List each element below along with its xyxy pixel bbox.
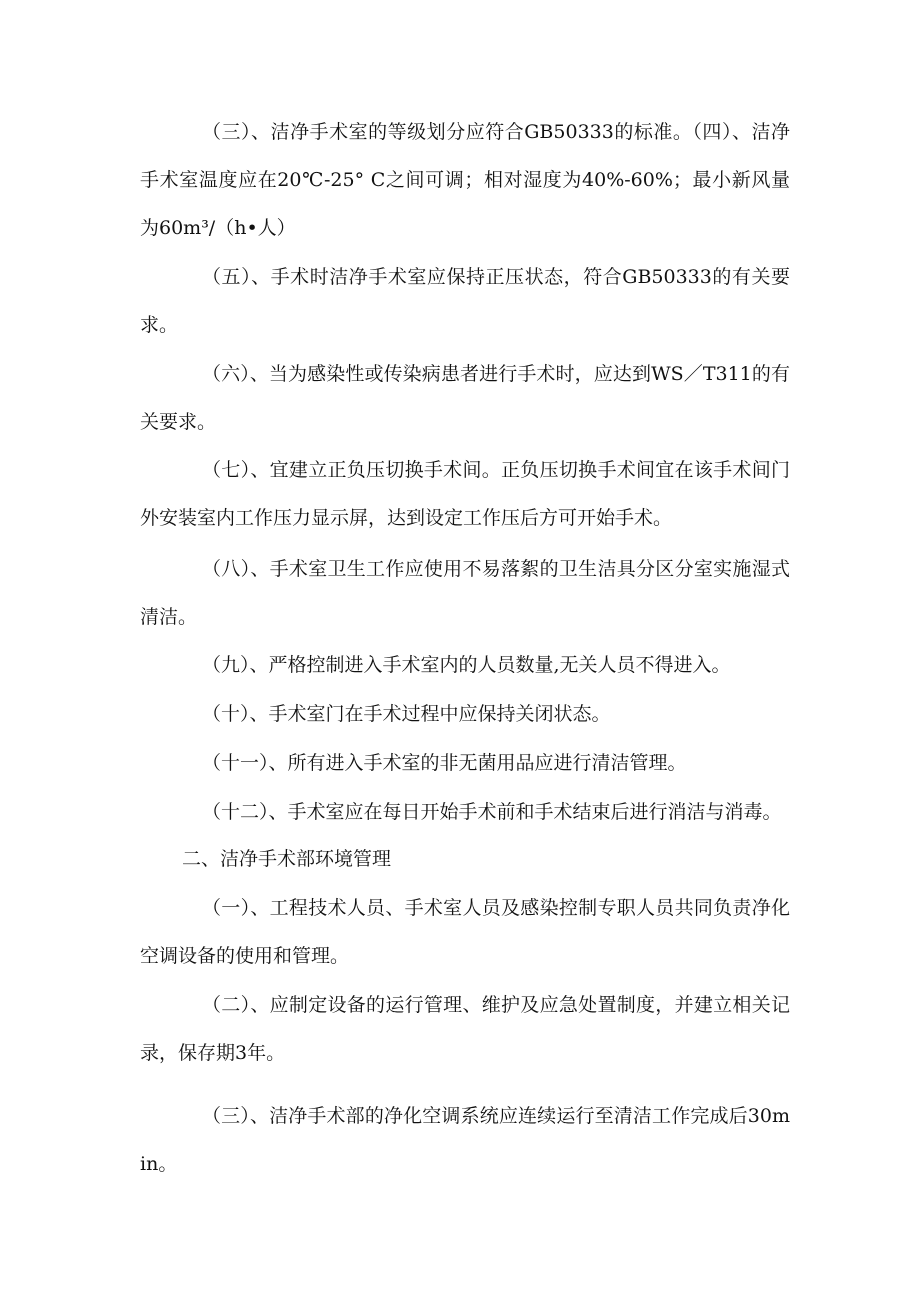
paragraph-hvac-continuous-run: （三）、洁净手术部的净化空调系统应连续运行至清洁工作完成后30min。	[140, 1105, 790, 1175]
paragraph-wet-cleaning: （八）、手术室卫生工作应使用不易落絮的卫生洁具分区分室实施湿式清洁。	[140, 558, 790, 628]
paragraph-personnel-control: （九）、严格控制进入手术室内的人员数量,无关人员不得进入。	[202, 654, 731, 676]
paragraph-hvac-responsibility: （一）、工程技术人员、手术室人员及感染控制专职人员共同负责净化空调设备的使用和管理。	[140, 897, 790, 967]
paragraph-grade-and-temperature: （三）、洁净手术室的等级划分应符合GB50333的标准。（四）、洁净手术室温度应在20℃-25° C之间可调；相对湿度为40%-60%；最小新风量为60m³/（h•人）	[140, 121, 790, 239]
section-heading-environment-management: 二、洁净手术部环境管理	[182, 848, 392, 870]
paragraph-positive-pressure: （五）、手术时洁净手术室应保持正压状态，符合GB50333的有关要求。	[140, 266, 790, 336]
paragraph-door-closed: （十）、手术室门在手术过程中应保持关闭状态。	[202, 703, 611, 725]
paragraph-infectious-patients: （六）、当为感染性或传染病患者进行手术时，应达到WS／T311的有关要求。	[140, 363, 790, 433]
paragraph-daily-disinfection: （十二）、手术室应在每日开始手术前和手术结束后进行消洁与消毒。	[202, 801, 782, 823]
paragraph-maintenance-records: （二）、应制定设备的运行管理、维护及应急处置制度，并建立相关记录，保存期3年。	[140, 994, 790, 1064]
paragraph-nonsterile-items: （十一）、所有进入手术室的非无菌用品应进行清洁管理。	[202, 752, 687, 774]
paragraph-pressure-switching: （七）、宜建立正负压切换手术间。正负压切换手术间宜在该手术间门外安装室内工作压力显示屏，达到设定工作压后方可开始手术。	[140, 459, 790, 529]
